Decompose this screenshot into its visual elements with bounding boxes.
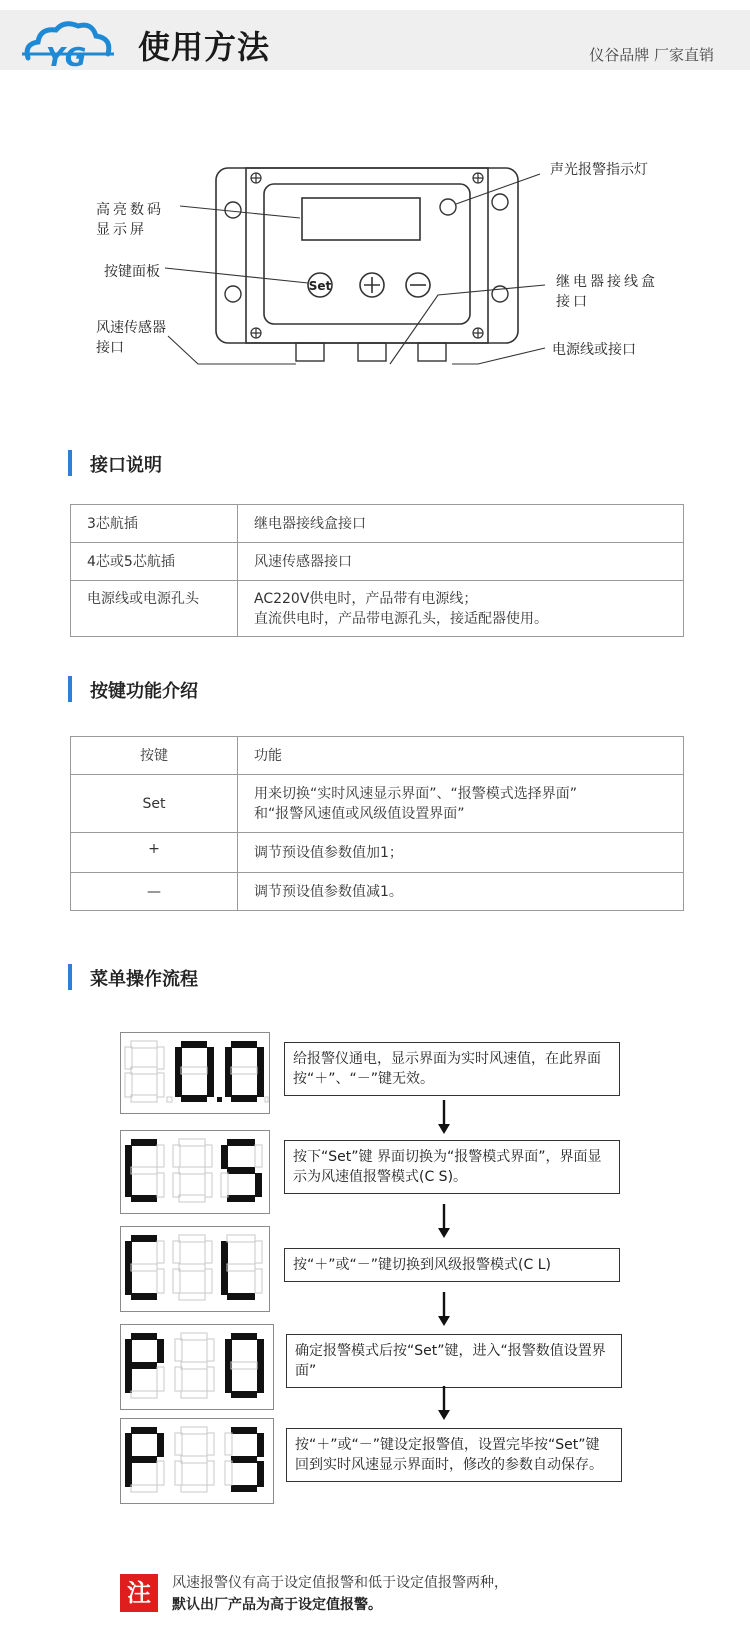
brand-logo-icon bbox=[22, 18, 118, 70]
digit-display bbox=[120, 1032, 270, 1114]
section-bar bbox=[68, 964, 72, 990]
set-button-label: Set bbox=[308, 279, 332, 293]
table-header-cell: 按键 bbox=[71, 737, 238, 775]
table-header-row bbox=[71, 737, 684, 775]
table-row bbox=[71, 543, 684, 581]
callout-sensor-port: 风速传感器 接口 bbox=[96, 320, 166, 356]
callout-display: 高亮数码 显示屏 bbox=[96, 202, 164, 238]
note-badge: 注 bbox=[120, 1574, 158, 1612]
digit-display bbox=[120, 1130, 270, 1214]
arrow-down-icon bbox=[437, 1100, 451, 1136]
table-cell: AC220V供电时，产品带有电源线； 直流供电时，产品带电源孔头，接适配器使用。 bbox=[238, 581, 684, 637]
section-title: 按键功能介绍 bbox=[90, 681, 198, 702]
callout-power-port: 电源线或接口 bbox=[552, 342, 636, 358]
keys-table bbox=[70, 736, 684, 911]
table-cell: — bbox=[71, 873, 238, 911]
table-row bbox=[71, 833, 684, 873]
interfaces-table bbox=[70, 504, 684, 637]
table-cell: 继电器接线盒接口 bbox=[238, 505, 684, 543]
callout-alarm-light: 声光报警指示灯 bbox=[550, 162, 648, 178]
table-cell: + bbox=[71, 833, 238, 873]
section-title: 接口说明 bbox=[90, 455, 162, 476]
digit-display bbox=[120, 1324, 274, 1410]
table-cell: Set bbox=[71, 775, 238, 833]
svg-text:YG: YG bbox=[46, 43, 87, 70]
section-title: 菜单操作流程 bbox=[90, 969, 198, 990]
note-text bbox=[172, 1572, 508, 1616]
callout-keypad: 按键面板 bbox=[104, 264, 160, 280]
table-cell: 调节预设值参数值减1。 bbox=[238, 873, 684, 911]
section-bar bbox=[68, 450, 72, 476]
arrow-down-icon bbox=[437, 1386, 451, 1422]
page-title: 使用方法 bbox=[138, 28, 271, 66]
table-header-cell: 功能 bbox=[238, 737, 684, 775]
flow-step-3: 按“＋”或“－”键切换到风级报警模式(C L) bbox=[284, 1248, 620, 1282]
section-bar bbox=[68, 676, 72, 702]
table-cell: 用来切换“实时风速显示界面”、“报警模式选择界面” 和“报警风速值或风级值设置界面” bbox=[238, 775, 684, 833]
table-row bbox=[71, 873, 684, 911]
table-cell: 风速传感器接口 bbox=[238, 543, 684, 581]
digit-display bbox=[120, 1226, 270, 1312]
table-cell: 3芯航插 bbox=[71, 505, 238, 543]
digit-display bbox=[120, 1418, 274, 1504]
note-line-1: 风速报警仪有高于设定值报警和低于设定值报警两种， bbox=[172, 1575, 508, 1591]
table-row bbox=[71, 581, 684, 637]
flow-step-2: 按下“Set”键 界面切换为“报警模式界面”，界面显示为风速值报警模式(C S)。 bbox=[284, 1140, 620, 1194]
flow-step-5: 按“＋”或“－”键设定报警值，设置完毕按“Set”键回到实时风速显示界面时，修改的参数自动保存。 bbox=[286, 1428, 622, 1482]
flow-step-4: 确定报警模式后按“Set”键，进入“报警数值设置界面” bbox=[286, 1334, 622, 1388]
table-row bbox=[71, 505, 684, 543]
table-row bbox=[71, 775, 684, 833]
arrow-down-icon bbox=[437, 1292, 451, 1328]
arrow-down-icon bbox=[437, 1204, 451, 1240]
callout-relay-port: 继电器接线盒 接口 bbox=[556, 274, 658, 310]
page-header bbox=[0, 10, 750, 70]
note-line-2: 默认出厂产品为高于设定值报警。 bbox=[172, 1597, 382, 1613]
table-cell: 4芯或5芯航插 bbox=[71, 543, 238, 581]
flow-step-1: 给报警仪通电，显示界面为实时风速值，在此界面按“＋”、“－”键无效。 bbox=[284, 1042, 620, 1096]
table-cell: 调节预设值参数值加1； bbox=[238, 833, 684, 873]
table-cell: 电源线或电源孔头 bbox=[71, 581, 238, 637]
brand-slogan: 仪谷品牌 厂家直销 bbox=[589, 46, 714, 64]
